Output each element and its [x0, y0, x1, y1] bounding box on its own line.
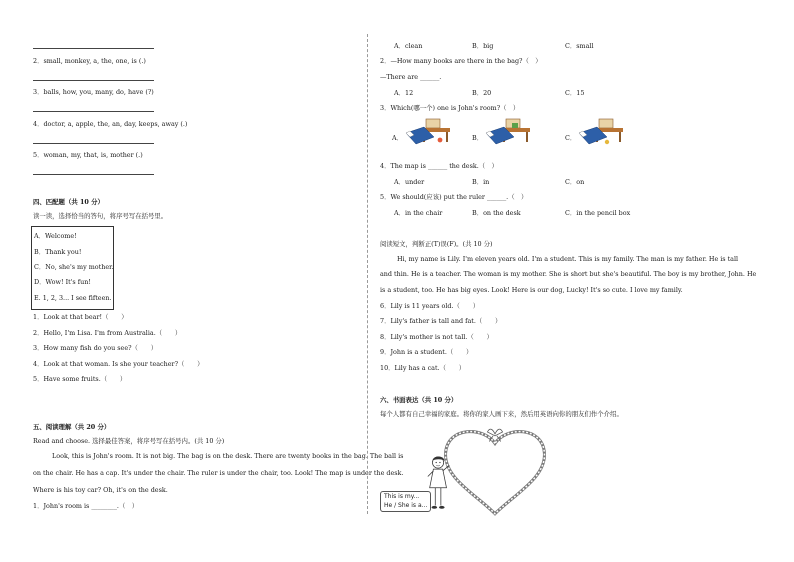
match-question-5: 5．Have some fruits.（ ） — [33, 375, 127, 383]
q1-option-c: C．small — [565, 42, 594, 50]
section-4-title: 四、匹配题（共 10 分） — [33, 198, 104, 206]
q3-option-b: B． — [472, 134, 484, 142]
room-picture-b — [484, 117, 534, 145]
reading-question-5: 5．We should(应该) put the ruler ______.（ ） — [380, 193, 528, 201]
speech-bubble — [380, 491, 431, 512]
q4-option-c: C．on — [565, 178, 585, 186]
true-false-title: 阅读短文，判断正(T)误(F)。(共 10 分) — [380, 240, 493, 248]
tf-passage-line-2: and thin. He is a teacher. The woman is my mother. She is short but she's beautiful. The boy is my brother, John. He — [380, 270, 757, 278]
match-question-2: 2．Hello, I'm Lisa. I'm from Australia.（ ） — [33, 329, 182, 337]
match-question-4: 4．Look at that woman. Is she your teacher?（ ） — [33, 360, 204, 368]
reading-passage-line-2: on the chair. He has a cap. It's under the chair. The ruler is under the chair, too. Look! The map is under the desk. — [33, 469, 404, 477]
section-5-title: 五、阅读理解（共 20 分） — [33, 423, 111, 431]
section-4-instructions: 读一读，选择恰当的答句，将序号写在括号里。 — [33, 212, 168, 220]
reading-question-2: 2．—How many books are there in the bag?（ ） — [380, 57, 542, 65]
reading-question-2-answer: —There are ______. — [380, 73, 442, 81]
match-option-e: E. 1, 2, 3... I see fifteen. — [34, 294, 112, 302]
reading-question-4: 4．The map is ______ the desk.（ ） — [380, 162, 498, 170]
bubble-line-1: This is my... — [384, 493, 420, 500]
reading-question-3: 3．Which(哪一个) one is John's room?（ ） — [380, 104, 520, 112]
q5-option-b: B．on the desk — [472, 209, 521, 217]
question-4: 4．doctor, a, apple, the, an, day, keeps, away (.) — [33, 120, 188, 128]
match-option-c: C．No, she's my mother. — [34, 263, 114, 271]
answer-line-3 — [33, 111, 154, 112]
question-3: 3．balls, how, you, many, do, have (?) — [33, 88, 154, 96]
q5-option-c: C．in the pencil box — [565, 209, 631, 217]
question-2: 2．small, monkey, a, the, one, is (.) — [33, 57, 146, 65]
reading-question-1: 1．John's room is ________.（ ） — [33, 502, 139, 510]
match-option-a: A．Welcome! — [34, 232, 77, 240]
reading-passage-line-1: Look, this is John's room. It is not big. The bag is on the desk. There are twenty books in the bag. The ball is — [52, 452, 404, 460]
tf-question-10: 10．Lily has a cat.（ ） — [380, 364, 466, 372]
answer-line-1 — [33, 48, 154, 49]
q3-option-c: C． — [565, 134, 577, 142]
match-option-b: B．Thank you! — [34, 248, 82, 256]
column-divider — [367, 34, 368, 514]
reading-passage-line-3: Where is his toy car? Oh, it's on the desk. — [33, 486, 168, 494]
answer-line-5 — [33, 174, 154, 175]
answer-line-2 — [33, 80, 154, 81]
q4-option-b: B．in — [472, 178, 490, 186]
tf-question-6: 6．Lily is 11 years old.（ ） — [380, 302, 480, 310]
q2-option-a: A．12 — [394, 89, 414, 97]
match-question-1: 1．Look at that bear!（ ） — [33, 313, 128, 321]
room-picture-c — [577, 117, 627, 145]
tf-question-7: 7．Lily's father is tall and fat.（ ） — [380, 317, 502, 325]
answer-line-4 — [33, 143, 154, 144]
room-picture-a — [404, 117, 454, 145]
tf-question-9: 9．John is a student.（ ） — [380, 348, 473, 356]
tf-passage-line-3: is a student, too. He has big eyes. Look! Here is our dog, Lucky! It's so cute. I love my family. — [380, 286, 683, 294]
q4-option-a: A．under — [394, 178, 425, 186]
bubble-line-2: He / She is a... — [384, 501, 428, 509]
match-question-3: 3．How many fish do you see?（ ） — [33, 344, 158, 352]
tf-passage-line-1: Hi, my name is Lily. I'm eleven years old. I'm a student. This is my family. The man is my father. He is tall — [397, 255, 739, 263]
q5-option-a: A．in the chair — [394, 209, 443, 217]
q1-option-a: A．clean — [394, 42, 423, 50]
section-6-title: 六、书面表达（共 10 分） — [380, 396, 458, 404]
q2-option-b: B．20 — [472, 89, 492, 97]
q1-option-b: B．big — [472, 42, 494, 50]
match-option-d: D．Wow! It's fun! — [34, 278, 91, 286]
question-5: 5．woman, my, that, is, mother (.) — [33, 151, 143, 159]
heart-frame-picture — [438, 422, 552, 518]
tf-question-8: 8．Lily's mother is not tall.（ ） — [380, 333, 493, 341]
q3-option-a: A． — [392, 134, 404, 142]
section-6-instructions: 每个人都有自己幸福的家庭。将你的家人画下来，然后用英语向你的朋友们作个介绍。 — [380, 410, 623, 418]
section-5-instructions: Read and choose. 选择最佳答案，将序号写在括号内。(共 10 分) — [33, 437, 225, 445]
q2-option-c: C．15 — [565, 89, 585, 97]
